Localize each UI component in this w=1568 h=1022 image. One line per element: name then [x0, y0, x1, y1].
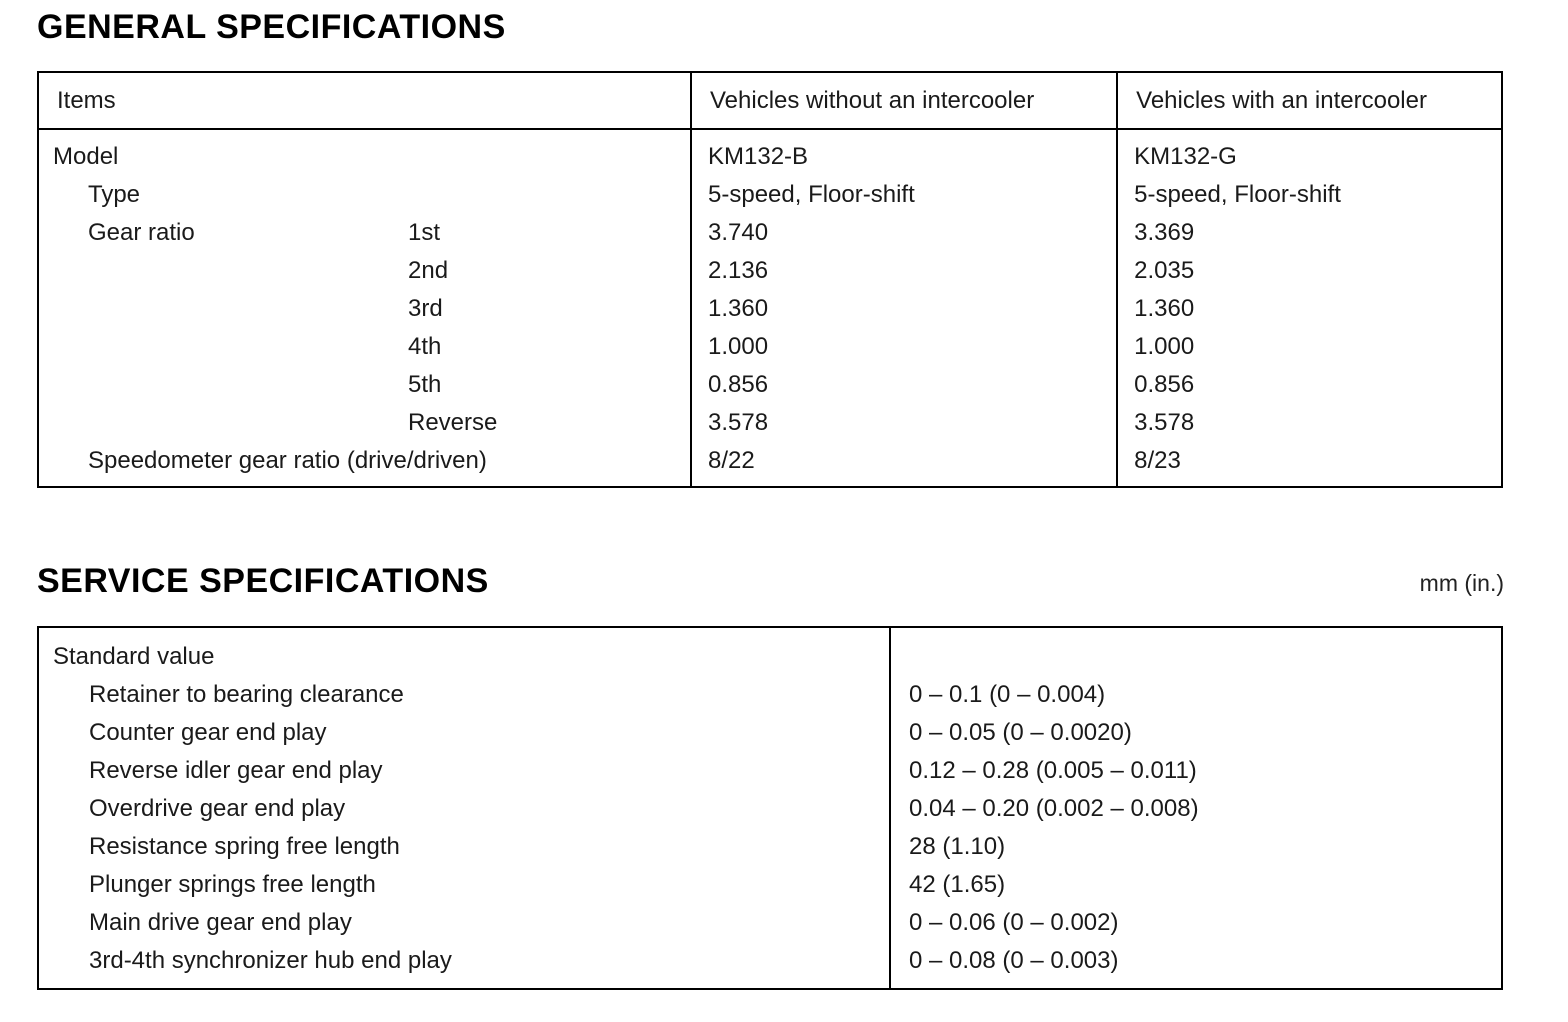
service-specifications-table	[37, 626, 1503, 990]
item-label	[38, 404, 408, 442]
value-without-intercooler: 3.740	[691, 214, 1117, 252]
service-item-value: 42 (1.65)	[890, 866, 1502, 904]
service-item-value: 0.12 – 0.28 (0.005 – 0.011)	[890, 752, 1502, 790]
general-row	[38, 129, 1502, 176]
item-sublabel	[408, 176, 691, 214]
value-with-intercooler: 1.000	[1117, 328, 1502, 366]
service-row	[38, 828, 1502, 866]
service-item-label: Overdrive gear end play	[89, 795, 346, 822]
service-item-label: 3rd-4th synchronizer hub end play	[89, 947, 452, 974]
general-row	[38, 404, 1502, 442]
value-with-intercooler: 3.578	[1117, 404, 1502, 442]
value-with-intercooler: 3.369	[1117, 214, 1502, 252]
value-with-intercooler: 1.360	[1117, 290, 1502, 328]
value-without-intercooler: 1.360	[691, 290, 1117, 328]
service-item-label: Counter gear end play	[89, 719, 327, 746]
item-label: Model	[53, 143, 119, 170]
service-item-value: 0 – 0.06 (0 – 0.002)	[890, 904, 1502, 942]
item-sublabel: 2nd	[408, 257, 449, 284]
service-table-body	[38, 627, 1502, 989]
value-with-intercooler: 0.856	[1117, 366, 1502, 404]
general-row	[38, 366, 1502, 404]
service-item-label: Plunger springs free length	[89, 871, 376, 898]
item-label	[38, 328, 408, 366]
value-without-intercooler: 3.578	[691, 404, 1117, 442]
service-item-value: 0 – 0.05 (0 – 0.0020)	[890, 714, 1502, 752]
value-without-intercooler: KM132-B	[691, 129, 1117, 176]
general-row	[38, 252, 1502, 290]
value-without-intercooler: 8/22	[691, 442, 1117, 487]
service-item-value: 0.04 – 0.20 (0.002 – 0.008)	[890, 790, 1502, 828]
service-row	[38, 866, 1502, 904]
unit-note: mm (in.)	[1419, 570, 1504, 596]
general-header-row	[38, 72, 1502, 129]
service-item-label: Main drive gear end play	[89, 909, 352, 936]
item-label	[38, 366, 408, 404]
service-item-label: Standard value	[53, 643, 215, 670]
service-specifications-heading: SERVICE SPECIFICATIONS	[37, 562, 489, 600]
service-item-label: Retainer to bearing clearance	[89, 681, 404, 708]
general-specifications-heading: GENERAL SPECIFICATIONS	[37, 8, 506, 46]
item-sublabel: 5th	[408, 371, 442, 398]
header-items: Items	[38, 72, 691, 129]
value-with-intercooler: 5-speed, Floor-shift	[1117, 176, 1502, 214]
service-item-value: 0 – 0.1 (0 – 0.004)	[890, 676, 1502, 714]
value-without-intercooler: 2.136	[691, 252, 1117, 290]
item-sublabel	[408, 129, 691, 176]
general-row	[38, 290, 1502, 328]
service-item-value: 0 – 0.08 (0 – 0.003)	[890, 942, 1502, 989]
item-sublabel: 4th	[408, 333, 442, 360]
item-label: Gear ratio	[88, 219, 195, 246]
service-row	[38, 676, 1502, 714]
service-row	[38, 904, 1502, 942]
service-item-value: 28 (1.10)	[890, 828, 1502, 866]
header-without-intercooler: Vehicles without an intercooler	[691, 72, 1117, 129]
general-table-body	[38, 129, 1502, 487]
item-label	[38, 252, 408, 290]
value-without-intercooler: 1.000	[691, 328, 1117, 366]
service-row	[38, 942, 1502, 989]
general-specifications-table	[37, 71, 1503, 488]
general-row	[38, 442, 1502, 487]
item-label: Type	[88, 181, 141, 208]
header-with-intercooler: Vehicles with an intercooler	[1117, 72, 1502, 129]
value-without-intercooler: 5-speed, Floor-shift	[691, 176, 1117, 214]
service-row	[38, 790, 1502, 828]
general-row	[38, 214, 1502, 252]
service-row	[38, 714, 1502, 752]
item-label	[38, 290, 408, 328]
value-with-intercooler: 2.035	[1117, 252, 1502, 290]
value-with-intercooler: KM132-G	[1117, 129, 1502, 176]
value-with-intercooler: 8/23	[1117, 442, 1502, 487]
item-sublabel: 1st	[408, 219, 441, 246]
service-item-label: Reverse idler gear end play	[89, 757, 383, 784]
service-item-label: Resistance spring free length	[89, 833, 400, 860]
item-sublabel: Reverse	[408, 409, 498, 436]
general-row	[38, 328, 1502, 366]
item-sublabel: 3rd	[408, 295, 443, 322]
service-row	[38, 627, 1502, 676]
service-row	[38, 752, 1502, 790]
item-label: Speedometer gear ratio (drive/driven)	[88, 447, 487, 474]
general-row	[38, 176, 1502, 214]
value-without-intercooler: 0.856	[691, 366, 1117, 404]
service-item-value	[890, 627, 1502, 676]
